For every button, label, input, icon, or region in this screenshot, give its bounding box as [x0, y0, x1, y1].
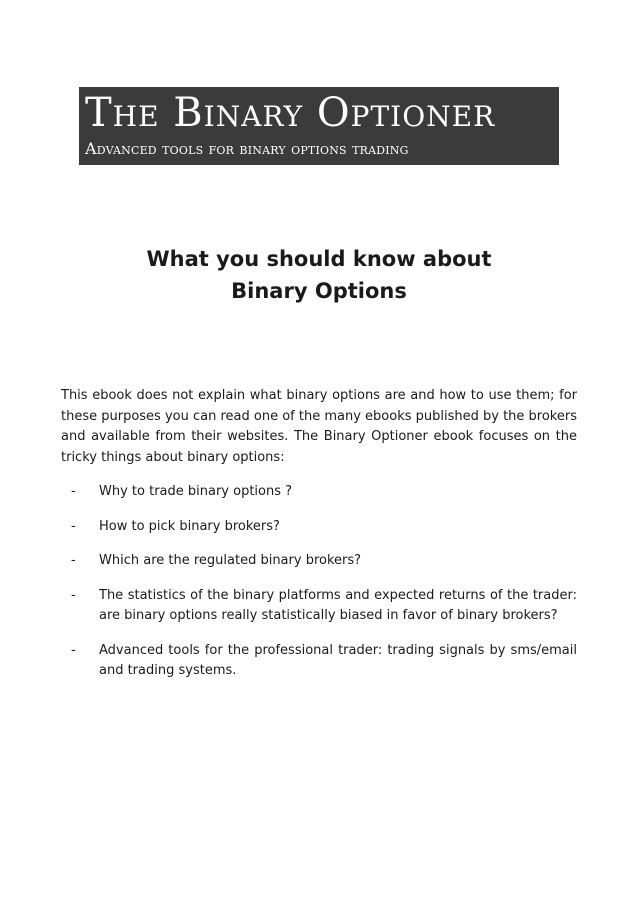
list-item	[61, 551, 577, 572]
logo-title: The Binary Optioner	[85, 90, 496, 136]
list-item-text: Which are the regulated binary brokers?	[99, 553, 362, 568]
bullet-dash: -	[71, 484, 76, 499]
list-item	[61, 482, 577, 503]
list-item	[61, 517, 577, 538]
page-title-line-2: Binary Options	[231, 279, 407, 303]
topic-list	[61, 482, 577, 696]
list-item-text: How to pick binary brokers?	[99, 518, 280, 534]
logo-banner	[79, 87, 559, 165]
bullet-dash: -	[71, 642, 76, 658]
page-title	[0, 243, 638, 307]
intro-paragraph: This ebook does not explain what binary options are and how to use them; for these purposes you can read one of the many ebooks published by the brokers and available from their websites. The Binary Optioner ebook focuses on the tricky things about binary options:	[61, 388, 577, 465]
list-item-text: Advanced tools for the professional trader: trading signals by sms/email and trading systems.	[99, 642, 577, 678]
bullet-dash: -	[71, 587, 76, 603]
list-item	[61, 586, 577, 627]
page-title-line-1: What you should know about	[146, 247, 492, 271]
list-item	[61, 641, 577, 682]
logo-subtitle: Advanced tools for binary options trading	[85, 139, 409, 158]
list-item-text: Why to trade binary options ?	[99, 484, 293, 499]
bullet-dash: -	[71, 553, 76, 568]
list-item-text: The statistics of the binary platforms and expected returns of the trader: are binary options really statistically biased in favor of binary brokers?	[99, 587, 577, 623]
bullet-dash: -	[71, 518, 76, 534]
